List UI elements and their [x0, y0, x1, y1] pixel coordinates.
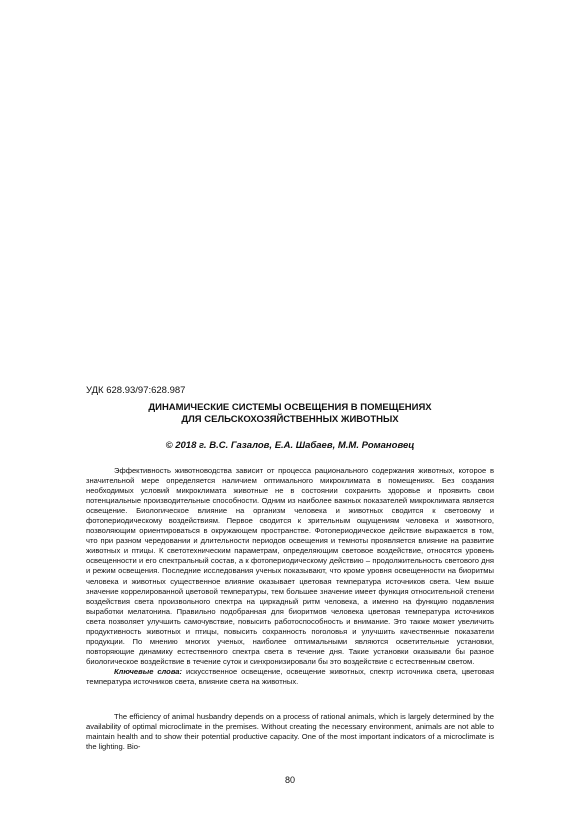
- keywords-label: Ключевые слова:: [114, 666, 183, 676]
- keywords-paragraph: [86, 667, 494, 687]
- keywords-text: искусственное освещение, освещение животных, спектр источника света, цветовая температура источников света, влияние света на животных.: [86, 666, 494, 686]
- title-line-2: ДЛЯ СЕЛЬСКОХОЗЯЙСТВЕННЫХ ЖИВОТНЫХ: [181, 414, 399, 425]
- authors: © 2018 г. В.С. Газалов, Е.А. Шабаев, М.М. Романовец: [165, 440, 415, 451]
- english-abstract: [86, 712, 494, 752]
- page-number: 80: [284, 775, 295, 785]
- title-line-1: ДИНАМИЧЕСКИЕ СИСТЕМЫ ОСВЕЩЕНИЯ В ПОМЕЩЕНИЯХ: [148, 402, 432, 413]
- abstract-block: [86, 466, 494, 687]
- article-title: [86, 402, 494, 426]
- english-paragraph: The efficiency of animal husbandry depends on a process of rational animals, which is largely determined by the availability of optimal microclimate in the premises. Without creating the necessary environment, animals are not able to maintain health and to show their potential productive capacity. One of the most important indicators of a microclimate is the lighting. Bio-: [86, 712, 494, 752]
- abstract-paragraph: Эффективность животноводства зависит от процесса рационального содержания животных, которое в значительной мере определяется наличием оптимального микроклимата в помещениях. Без создания необходимых условий микроклимата животные не в состоянии сохранить здоровье и проявить свои потенциальные производительные способности. Одним из наиболее важных показателей микроклимата является освещение. Биологическое влияние на организм человека и животных сводится к световому и фотопериодическому воздействиям. Первое сводится к зрительным ощущениям человека и животного, позволяющим ориентироваться в окружающем пространстве. Фотопериодическое действие выражается в том, что при разном чередовании и длительности периодов освещения и темноты проявляется влияние на развитие животных и птицы. К светотехническим параметрам, определяющим световое воздействие, относятся уровень освещенности и его спектральный состав, а к фотопериодическому действию – продолжительность светового дня и режим освещения. Последние исследования ученых показывают, что кроме уровня освещенности на биоритмы человека и животных существенное влияние оказывает цветовая температура источников света. Чем выше значение коррелированной цветовой температуры, тем большее значение имеет функция относительной степени воздействия света произвольного спектра на циркадный ритм человека, а именно на функцию подавления выработки мелатонина. Правильно подобранная для биоритмов человека цветовая температура источников света позволяет улучшить самочувствие, повысить работоспособность и внимание. Это также может увеличить продуктивность животных и птицы, повысить сохранность поголовья и улучшить качественные показатели продукции. По мнению многих ученых, наиболее оптимальными являются осветительные установки, повторяющие динамику естественного спектра света в течение дня. Такие установки оказывали бы разное биологическое воздействие в течение суток и синхронизировали бы это воздействие с естественным светом.: [86, 466, 494, 666]
- udk-code: УДК 628.93/97:628.987: [86, 385, 186, 396]
